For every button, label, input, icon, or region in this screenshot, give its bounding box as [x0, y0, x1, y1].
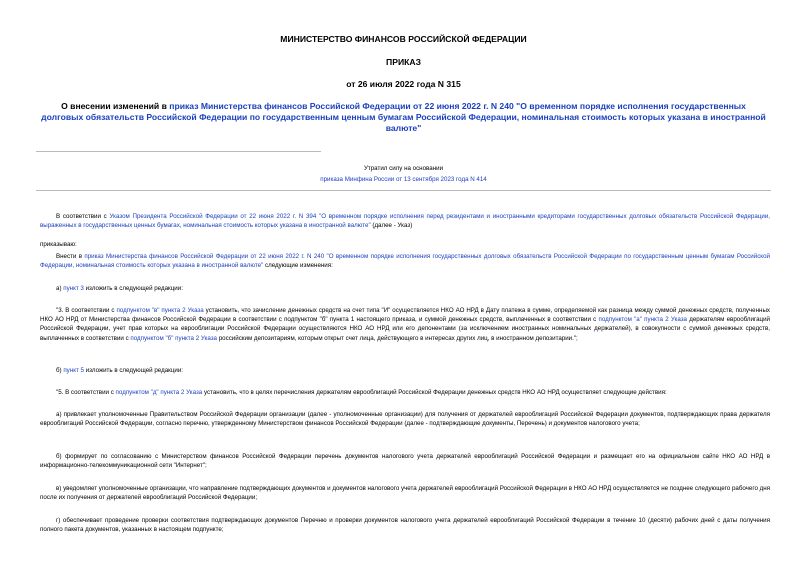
order-word: приказываю:: [40, 241, 77, 248]
item-a-text: а): [56, 285, 64, 292]
p3-text-3: держателям еврооблигаций Российской Федерации, учет прав которых на еврооблигации Российской Федерации осуществляются НКО АО НРД или его депонентами (за исключением иностранных номинальных держателей), в совокупности с суммой денежных средств, выплаченных в соответствии с: [40, 316, 770, 342]
subitem-b: б) формирует по согласованию с Министерством финансов Российской Федерации перечень документов налогового учета держателей еврооблигаций Российской Федерации и размещает его на официальном сайте НКО АО НРД в информационно-телекоммуникационной сети "Интернет";: [40, 453, 770, 470]
item-b: [40, 366, 770, 375]
subitem-g: г) обеспечивает проведение проверки соответствия подтверждающих документов Перечню и проверки документов налогового учета держателей еврооблигаций Российской Федерации в течение 10 (десяти) рабочих дней с даты получения полного пакета документов, указанных в настоящем подпункте;: [40, 517, 770, 534]
point-5-paragraph: [40, 388, 770, 397]
p5-text-1: "5. В соответствии с: [56, 389, 116, 396]
intro-text: В соответствии с: [56, 213, 110, 220]
link-subpoint-b[interactable]: подпунктом "б" пункта 2 Указа: [130, 334, 217, 342]
p3-text-4: российским депозитариям, которым открыт счет лица, действующего в интересах других лиц, в иностранном депозитарии.";: [217, 334, 578, 342]
amend-paragraph: [40, 252, 770, 270]
link-point-3[interactable]: пункт 3: [63, 285, 84, 292]
point-3-paragraph: [40, 306, 770, 343]
ministry-name: МИНИСТЕРСТВО ФИНАНСОВ РОССИЙСКОЙ ФЕДЕРАЦИИ: [280, 34, 527, 44]
item-a-text-end: изложить в следующей редакции:: [83, 285, 183, 292]
divider-top: [36, 151, 321, 152]
link-subpoint-a[interactable]: подпунктом "а" пункта 2 Указа: [598, 316, 687, 324]
link-subpoint-v[interactable]: подпунктом "в" пункта 2 Указа: [116, 307, 204, 314]
divider-bottom: [36, 190, 771, 191]
link-point-5[interactable]: пункт 5: [63, 367, 84, 374]
subitem-a: а) привлекает уполномоченные Правительством Российской Федерации организации (далее - уполномоченные организации) для получения от держателей еврооблигаций Российской Федерации документов, подтверждающих права держателя еврооблигаций Российской Федерации, согласно перечню, утвержденному Министерством финансов Российской Федерации (далее - подтверждающие документы, Перечень) и документов налогового учета;: [40, 411, 770, 428]
link-order-240[interactable]: приказ Министерства финансов Российской Федерации от 22 июня 2022 г. N 240 "О временном порядке исполнения государственных долговых обязательств Российской Федерации по государственным ценным бумагам Российской Федерации, номинальная стоимость которых указана в иностранной валюте": [40, 253, 770, 270]
link-ukaz-394[interactable]: Указом Президента Российской Федерации от 22 июня 2022 г. N 394 "О временном порядке исполнения перед резидентами и иностранными кредиторами государственных долговых обязательств Российской Федерации, выраженных в государственных ценных бумагах, номинальная стоимость которых указана в иностранной валюте": [40, 213, 770, 230]
amend-text-end: следующие изменения:: [263, 262, 333, 270]
document-type: ПРИКАЗ: [386, 57, 421, 67]
title-text: О внесении изменений в: [61, 101, 170, 111]
intro-paragraph: [40, 212, 770, 230]
p5-text-2: установить, что в целях перечисления держателям еврооблигаций Российской Федерации денежных средств НКО АО НРД осуществляет следующие действия:: [202, 389, 667, 396]
p3-text-1: "3. В соответствии с: [56, 307, 117, 314]
item-b-text: б): [56, 367, 64, 374]
title-link-order-240[interactable]: приказ Министерства финансов Российской Федерации от 22 июня 2022 г. N 240 "О временном порядке исполнения государственных долговых обязательств Российской Федерации по государственным ценным бумагам Российской Федерации, номинальная стоимость которых указана в иностранной валюте": [41, 101, 766, 133]
status-note: Утратил силу на основании: [363, 165, 444, 172]
status-link-order-414[interactable]: приказа Минфина России от 13 сентября 2023 года N 414: [320, 176, 487, 183]
link-subpoint-d[interactable]: подпунктом "д" пункта 2 Указа: [115, 389, 203, 396]
p3-text-2: установить, что зачисление денежных средств на счет типа "И" осуществляется НКО АО НРД в Дату платежа в сумме, определяемой как разница между суммой денежных средств, полученных НКО АО НРД от Министерства финансов Российской Федерации в соответствии с подпунктом "б" пункта 1 настоящего приказа, и суммой денежных средств, выплаченных в соответствии с: [40, 307, 770, 324]
document-date-number: от 26 июля 2022 года N 315: [346, 79, 461, 89]
item-a: [40, 284, 770, 293]
subitem-v: в) уведомляет уполномоченные организации, что направление подтверждающих документов и документов налогового учета держателей еврооблигаций Российской Федерации в НКО АО НРД осуществляется не позднее следующего рабочего дня после их получения от держателей еврооблигаций Российской Федерации;: [40, 485, 770, 502]
item-b-text-end: изложить в следующей редакции:: [83, 367, 184, 374]
document-title: [40, 101, 767, 134]
amend-text: Внести в: [56, 253, 85, 260]
intro-text-end: (далее - Указ): [370, 222, 413, 230]
